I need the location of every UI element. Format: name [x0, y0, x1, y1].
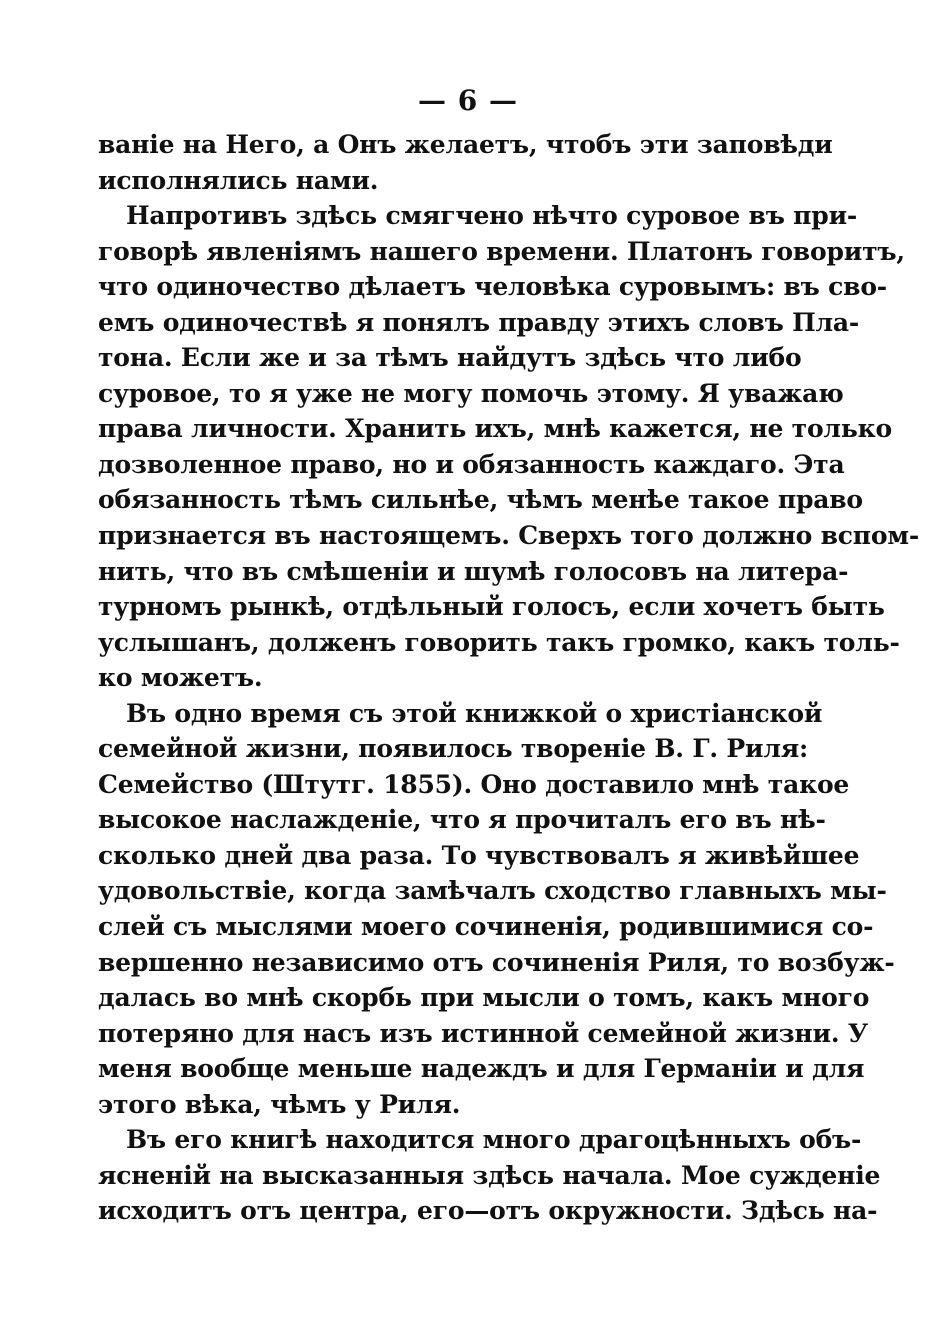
text-line: Въ его книгѣ находится много драгоцѣнныхъ объ- — [126, 1125, 862, 1155]
page-number: — 6 — — [418, 84, 518, 117]
text-line: емъ одиночествѣ я понялъ правду этихъ словъ Пла- — [98, 307, 860, 337]
text-line: Напротивъ здѣсь смягчено нѣчто суровое въ при- — [126, 201, 858, 231]
text-line: права личности. Хранить ихъ, мнѣ кажется, не только — [98, 414, 892, 444]
text-line: этого вѣка, чѣмъ у Риля. — [98, 1089, 461, 1119]
text-line: ко можетъ. — [98, 663, 263, 693]
text-line: ваніе на Него, а Онъ желаетъ, чтобъ эти заповѣди — [98, 130, 833, 159]
text-line: далась во мнѣ скорбь при мысли о томъ, какъ много — [98, 983, 870, 1013]
text-line: Въ одно время съ этой книжкой о христіанской — [126, 698, 823, 728]
text-line: обязанность тѣмъ сильнѣе, чѣмъ менѣе такое право — [98, 485, 863, 515]
text-line: признается въ настоящемъ. Сверхъ того должно вспом- — [98, 521, 920, 551]
text-line: слей съ мыслями моего сочиненія, родившимися со- — [98, 912, 874, 942]
text-line: тона. Если же и за тѣмъ найдутъ здѣсь что либо — [98, 343, 802, 373]
text-line: турномъ рынкѣ, отдѣльный голосъ, если хочетъ быть — [98, 592, 885, 622]
text-line: потеряно для насъ изъ истинной семейной жизни. У — [98, 1018, 868, 1048]
body-text — [98, 127, 920, 1229]
text-line: говорѣ явленіямъ нашего времени. Платонъ говоритъ, — [98, 236, 905, 266]
text-line: суровое, то я уже не могу помочь этому. Я уважаю — [98, 378, 844, 408]
text-line: высокое наслажденіе, что я прочиталъ его въ нѣ- — [98, 805, 826, 835]
text-line: Семейство (Штутг. 1855). Оно доставило мнѣ такое — [98, 769, 850, 799]
text-line: что одиночество дѣлаетъ человѣка суровымъ: въ сво- — [98, 272, 887, 302]
text-line: семейной жизни, появилось твореніе В. Г. Риля: — [98, 734, 809, 764]
text-line: исходитъ отъ центра, его—отъ окружности. Здѣсь на- — [98, 1196, 878, 1226]
text-line: дозволенное право, но и обязанность каждаго. Эта — [98, 449, 845, 479]
text-line: ясненій на высказанныя здѣсь начала. Мое сужденіе — [98, 1160, 881, 1190]
text-line: вершенно независимо отъ сочиненія Риля, то возбуж- — [98, 947, 895, 977]
text-line: удовольствіе, когда замѣчалъ сходство главныхъ мы- — [98, 876, 887, 906]
text-line: меня вообще меньше надеждъ и для Германіи и для — [98, 1054, 865, 1084]
text-line: нить, что въ смѣшеніи и шумѣ голосовъ на литера- — [98, 556, 849, 586]
text-line: сколько дней два раза. То чувствовалъ я живѣйшее — [98, 840, 860, 870]
text-line: исполнялись нами. — [98, 165, 379, 195]
text-line: услышанъ, долженъ говорить такъ громко, какъ толь- — [98, 627, 900, 657]
